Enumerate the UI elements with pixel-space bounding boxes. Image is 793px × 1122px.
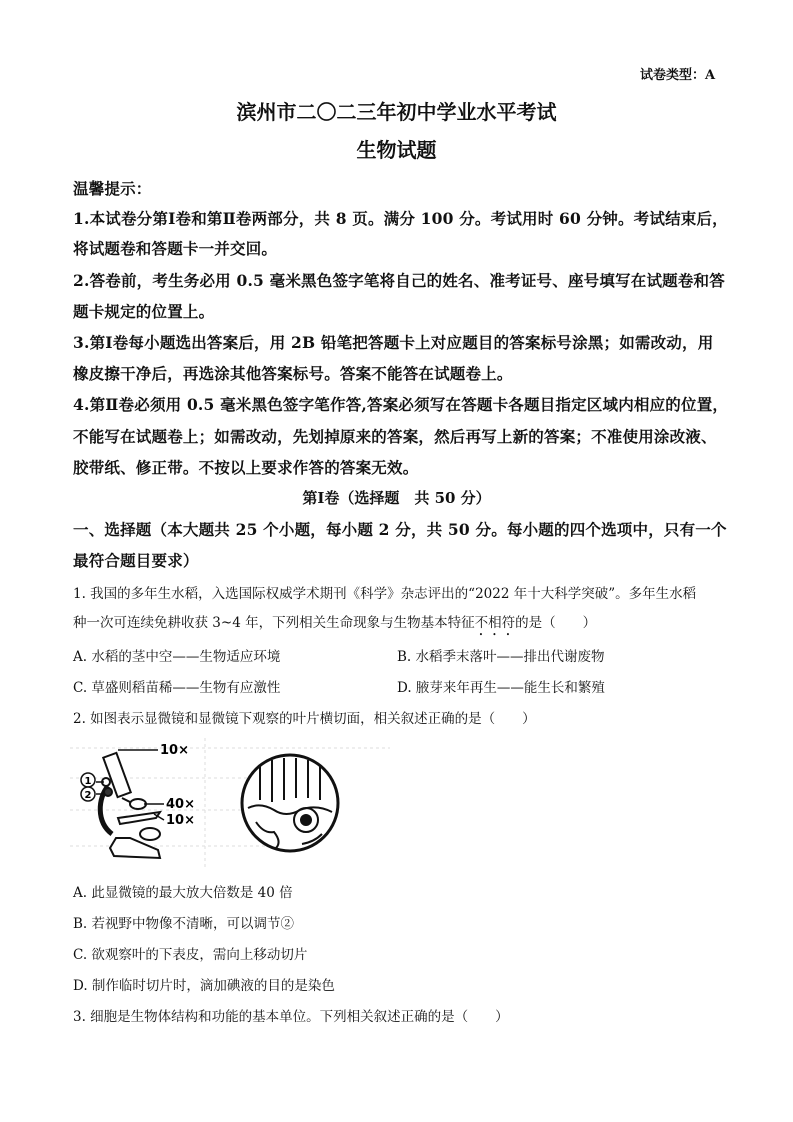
notice-line: 题卡规定的位置上。 [73, 302, 215, 321]
notice-line: 不能写在试题卷上；如需改动，先划掉原来的答案，然后再写上新的答案；不准使用涂改液、 [73, 427, 717, 446]
question-2-option-c[interactable]: C. 欲观察叶的下表皮，需向上移动切片 [73, 947, 308, 963]
svg-text:40×: 40× [166, 797, 195, 812]
microscope-figure [70, 738, 390, 868]
part-title: 第Ⅰ卷（选择题 共 50 分） [302, 489, 491, 507]
notice-line: 2.答卷前，考生务必用 0.5 毫米黑色签字笔将自己的姓名、准考证号、座号填写在试题卷和答 [73, 271, 725, 290]
emphasis-text: 不相符 [474, 615, 516, 631]
notice-heading: 温馨提示： [73, 179, 152, 198]
notice-line: 将试题卷和答题卡一并交回。 [73, 239, 278, 258]
question-2-option-a[interactable]: A. 此显微镜的最大放大倍数是 40 倍 [73, 885, 293, 901]
stem-text: 的是（ ） [515, 615, 597, 631]
question-1-option-b[interactable]: B. 水稻季末落叶——排出代谢废物 [397, 649, 605, 665]
notice-line: 3.第Ⅰ卷每小题选出答案后，用 2B 铅笔把答题卡上对应题目的答案标号涂黑；如需改动，用 [73, 333, 714, 352]
svg-text:1: 1 [84, 776, 92, 787]
notice-line: 4.第Ⅱ卷必须用 0.5 毫米黑色签字笔作答,答案必须写在答题卡各题目指定区域内相应的位置， [73, 395, 729, 414]
question-1-stem: 1. 我国的多年生水稻，入选国际权威学术期刊《科学》杂志评出的“2022 年十大科学突破”。多年生水稻 [73, 586, 697, 602]
question-3-stem: 3. 细胞是生物体结构和功能的基本单位。下列相关叙述正确的是（ ） [73, 1009, 509, 1025]
question-2-stem: 2. 如图表示显微镜和显微镜下观察的叶片横切面，相关叙述正确的是（ ） [73, 711, 536, 727]
svg-text:10×: 10× [160, 743, 189, 758]
section-instructions: 最符合题目要求） [73, 551, 199, 570]
page-title: 滨州市二〇二三年初中学业水平考试 [236, 100, 557, 124]
question-1-stem [73, 611, 596, 639]
page-subtitle: 生物试题 [356, 138, 437, 162]
question-1-option-d[interactable]: D. 腋芽来年再生——能生长和繁殖 [397, 680, 605, 696]
question-1-option-a[interactable]: A. 水稻的茎中空——生物适应环境 [73, 649, 281, 665]
section-instructions: 一、选择题（本大题共 25 个小题，每小题 2 分，共 50 分。每小题的四个选项中，只有一个 [73, 520, 727, 539]
svg-text:10×: 10× [166, 813, 195, 828]
question-2-option-b[interactable]: B. 若视野中物像不清晰，可以调节② [73, 916, 295, 932]
microscope-icon [70, 738, 390, 868]
notice-line: 1.本试卷分第Ⅰ卷和第Ⅱ卷两部分，共 8 页。满分 100 分。考试用时 60 分钟。考试结束后， [73, 209, 728, 228]
exam-type-label: 试卷类型：A [640, 68, 716, 83]
notice-line: 橡皮擦干净后，再选涂其他答案标号。答案不能答在试题卷上。 [73, 364, 513, 383]
stem-text: 种一次可连续免耕收获 3~4 年，下列相关生命现象与生物基本特征 [73, 615, 475, 631]
svg-text:2: 2 [84, 790, 92, 801]
notice-line: 胶带纸、修正带。不按以上要求作答的答案无效。 [73, 458, 419, 477]
question-1-option-c[interactable]: C. 草盛则稻苗稀——生物有应激性 [73, 680, 281, 696]
question-2-option-d[interactable]: D. 制作临时切片时，滴加碘液的目的是染色 [73, 978, 335, 994]
